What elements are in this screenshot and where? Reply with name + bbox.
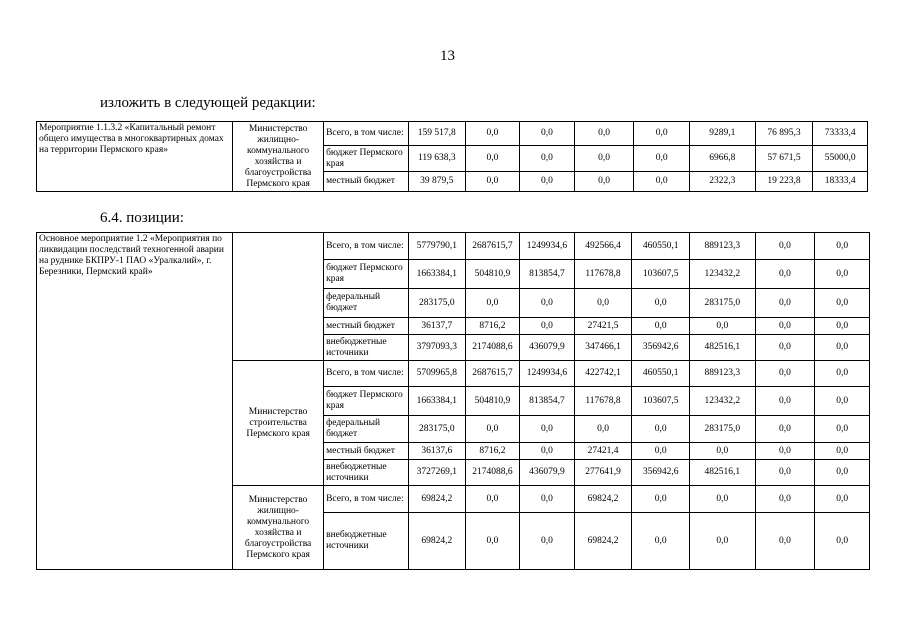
value-cell: 1249934,6 <box>520 361 575 387</box>
funding-source: внебюджетные источники <box>324 460 409 486</box>
value-cell: 889123,3 <box>689 233 755 260</box>
value-cell: 0,0 <box>632 486 690 513</box>
value-cell: 0,0 <box>815 233 870 260</box>
value-cell: 8716,2 <box>465 443 520 460</box>
value-cell: 117678,8 <box>574 260 632 289</box>
activity-table <box>36 121 868 192</box>
value-cell: 2687615,7 <box>465 361 520 387</box>
value-cell: 0,0 <box>755 318 815 335</box>
value-cell: 27421,5 <box>574 318 632 335</box>
value-cell: 0,0 <box>815 289 870 318</box>
value-cell: 0,0 <box>815 460 870 486</box>
value-cell: 9289,1 <box>690 122 756 146</box>
value-cell: 0,0 <box>755 289 815 318</box>
value-cell: 0,0 <box>574 146 634 172</box>
value-cell: 0,0 <box>755 233 815 260</box>
value-cell: 0,0 <box>574 122 634 146</box>
value-cell: 8716,2 <box>465 318 520 335</box>
value-cell: 0,0 <box>520 416 575 443</box>
value-cell: 0,0 <box>815 260 870 289</box>
funding-source: бюджет Пермского края <box>324 387 409 416</box>
value-cell: 123432,2 <box>689 260 755 289</box>
value-cell: 0,0 <box>520 443 575 460</box>
value-cell: 0,0 <box>465 146 520 172</box>
value-cell: 69824,2 <box>408 513 465 570</box>
value-cell: 0,0 <box>689 443 755 460</box>
table-row <box>37 233 870 260</box>
value-cell: 2174088,6 <box>465 335 520 361</box>
value-cell: 0,0 <box>465 513 520 570</box>
value-cell: 2322,3 <box>690 172 756 192</box>
value-cell: 1249934,6 <box>520 233 575 260</box>
value-cell: 0,0 <box>815 361 870 387</box>
amendment-heading: изложить в следующей редакции: <box>100 95 316 111</box>
value-cell: 55000,0 <box>813 146 868 172</box>
value-cell: 0,0 <box>632 513 690 570</box>
positions-heading: 6.4. позиции: <box>100 210 184 226</box>
table-row <box>37 122 868 146</box>
value-cell: 0,0 <box>520 289 575 318</box>
value-cell: 889123,3 <box>689 361 755 387</box>
value-cell: 103607,5 <box>632 260 690 289</box>
value-cell: 0,0 <box>689 513 755 570</box>
value-cell: 813854,7 <box>520 260 575 289</box>
value-cell: 36137,7 <box>408 318 465 335</box>
value-cell: 0,0 <box>755 486 815 513</box>
value-cell: 436079,9 <box>520 335 575 361</box>
responsible-organization: Министерство жилищно-коммунального хозяйства и благоустройства Пермского края <box>233 122 324 192</box>
value-cell: 0,0 <box>574 289 632 318</box>
value-cell: 460550,1 <box>632 233 690 260</box>
value-cell: 356942,6 <box>632 460 690 486</box>
funding-source: Всего, в том числе: <box>324 233 409 260</box>
value-cell: 0,0 <box>755 513 815 570</box>
value-cell: 0,0 <box>465 172 520 192</box>
value-cell: 18333,4 <box>813 172 868 192</box>
value-cell: 0,0 <box>632 289 690 318</box>
value-cell: 76 895,3 <box>755 122 813 146</box>
value-cell: 0,0 <box>520 122 575 146</box>
value-cell: 0,0 <box>815 443 870 460</box>
funding-source: бюджет Пермского края <box>324 146 409 172</box>
value-cell: 347466,1 <box>574 335 632 361</box>
value-cell: 0,0 <box>815 513 870 570</box>
page-number: 13 <box>440 48 455 64</box>
value-cell: 0,0 <box>815 335 870 361</box>
value-cell: 0,0 <box>520 513 575 570</box>
value-cell: 36137,6 <box>408 443 465 460</box>
value-cell: 0,0 <box>689 486 755 513</box>
responsible-organization: Министерство строительства Пермского края <box>233 361 324 486</box>
value-cell: 0,0 <box>465 122 520 146</box>
activity-description: Мероприятие 1.1.3.2 «Капитальный ремонт общего имущества в многоквартирных домах на территории Пермского края» <box>37 122 233 192</box>
value-cell: 0,0 <box>632 443 690 460</box>
value-cell: 5709965,8 <box>408 361 465 387</box>
value-cell: 119 638,3 <box>409 146 466 172</box>
value-cell: 0,0 <box>755 361 815 387</box>
funding-source: внебюджетные источники <box>324 513 409 570</box>
value-cell: 5779790,1 <box>408 233 465 260</box>
value-cell: 6966,8 <box>690 146 756 172</box>
value-cell: 69824,2 <box>574 513 632 570</box>
value-cell: 0,0 <box>815 486 870 513</box>
value-cell: 0,0 <box>755 335 815 361</box>
value-cell: 0,0 <box>465 416 520 443</box>
value-cell: 19 223,8 <box>755 172 813 192</box>
value-cell: 117678,8 <box>574 387 632 416</box>
value-cell: 0,0 <box>465 289 520 318</box>
value-cell: 0,0 <box>632 416 690 443</box>
value-cell: 73333,4 <box>813 122 868 146</box>
value-cell: 3797093,3 <box>408 335 465 361</box>
value-cell: 0,0 <box>465 486 520 513</box>
value-cell: 123432,2 <box>689 387 755 416</box>
value-cell: 504810,9 <box>465 387 520 416</box>
funding-source: местный бюджет <box>324 318 409 335</box>
value-cell: 69824,2 <box>574 486 632 513</box>
value-cell: 356942,6 <box>632 335 690 361</box>
value-cell: 2174088,6 <box>465 460 520 486</box>
value-cell: 0,0 <box>520 486 575 513</box>
value-cell: 57 671,5 <box>755 146 813 172</box>
value-cell: 283175,0 <box>689 289 755 318</box>
value-cell: 492566,4 <box>574 233 632 260</box>
responsible-organization: Министерство жилищно-коммунального хозяйства и благоустройства Пермского края <box>233 486 324 570</box>
funding-source: местный бюджет <box>324 443 409 460</box>
value-cell: 0,0 <box>634 146 690 172</box>
value-cell: 0,0 <box>755 260 815 289</box>
value-cell: 0,0 <box>520 172 575 192</box>
value-cell: 0,0 <box>755 443 815 460</box>
value-cell: 283175,0 <box>408 416 465 443</box>
value-cell: 283175,0 <box>408 289 465 318</box>
funding-source: Всего, в том числе: <box>324 122 409 146</box>
funding-source: федеральный бюджет <box>324 289 409 318</box>
value-cell: 0,0 <box>755 460 815 486</box>
value-cell: 0,0 <box>634 122 690 146</box>
value-cell: 0,0 <box>755 387 815 416</box>
value-cell: 0,0 <box>574 172 634 192</box>
value-cell: 1663384,1 <box>408 387 465 416</box>
value-cell: 0,0 <box>574 416 632 443</box>
funding-source: местный бюджет <box>324 172 409 192</box>
funding-source: федеральный бюджет <box>324 416 409 443</box>
value-cell: 69824,2 <box>408 486 465 513</box>
value-cell: 0,0 <box>520 146 575 172</box>
value-cell: 27421,4 <box>574 443 632 460</box>
value-cell: 2687615,7 <box>465 233 520 260</box>
value-cell: 482516,1 <box>689 335 755 361</box>
funding-source: внебюджетные источники <box>324 335 409 361</box>
responsible-organization <box>233 233 324 361</box>
value-cell: 0,0 <box>520 318 575 335</box>
value-cell: 159 517,8 <box>409 122 466 146</box>
value-cell: 0,0 <box>815 387 870 416</box>
value-cell: 813854,7 <box>520 387 575 416</box>
value-cell: 0,0 <box>755 416 815 443</box>
funding-source: Всего, в том числе: <box>324 361 409 387</box>
value-cell: 283175,0 <box>689 416 755 443</box>
value-cell: 39 879,5 <box>409 172 466 192</box>
activity-description: Основное мероприятие 1.2 «Мероприятия по ликвидации последствий техногенной аварии на руднике БКПРУ-1 ПАО «Уралкалий», г. Березники, Пермский край» <box>37 233 233 570</box>
value-cell: 0,0 <box>815 318 870 335</box>
value-cell: 0,0 <box>634 172 690 192</box>
main-activity-table <box>36 232 870 570</box>
value-cell: 504810,9 <box>465 260 520 289</box>
funding-source: Всего, в том числе: <box>324 486 409 513</box>
value-cell: 103607,5 <box>632 387 690 416</box>
value-cell: 3727269,1 <box>408 460 465 486</box>
value-cell: 0,0 <box>689 318 755 335</box>
funding-source: бюджет Пермского края <box>324 260 409 289</box>
value-cell: 422742,1 <box>574 361 632 387</box>
value-cell: 1663384,1 <box>408 260 465 289</box>
value-cell: 482516,1 <box>689 460 755 486</box>
value-cell: 436079,9 <box>520 460 575 486</box>
value-cell: 0,0 <box>632 318 690 335</box>
value-cell: 460550,1 <box>632 361 690 387</box>
value-cell: 0,0 <box>815 416 870 443</box>
value-cell: 277641,9 <box>574 460 632 486</box>
